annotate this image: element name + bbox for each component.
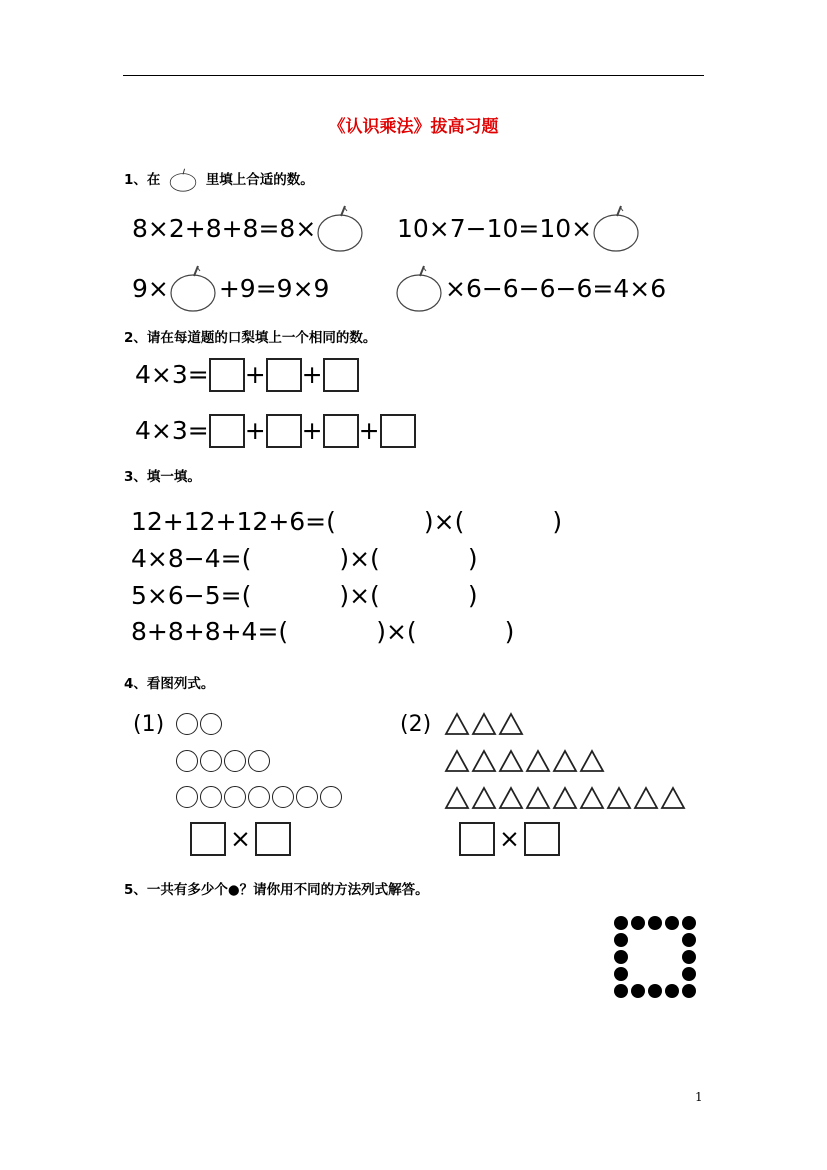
dot [682,950,696,964]
triangle-shape [444,786,470,810]
circle-shape [200,750,222,772]
dot [648,984,662,998]
triangle-shape [525,749,551,773]
dot [665,916,679,930]
q1-prefix: 1、在 [124,172,161,188]
answer-box[interactable] [323,358,359,392]
q1-suffix: 里填上合适的数。 [205,172,314,188]
triangle-shape [552,786,578,810]
q4-part-1-label: (1) [133,712,165,737]
dot [682,967,696,981]
dot [614,916,628,930]
answer-box[interactable] [459,822,495,856]
dot [614,950,628,964]
q4-part-2-answer: × [459,822,560,856]
triangle-shape [606,786,632,810]
dot [682,984,696,998]
q4-part-1-answer: × [190,822,291,856]
q1-equation-a: 8×2+8+8=8× [132,205,366,253]
circle-shape [224,750,246,772]
question-3-label: 3、填一填。 [124,469,201,485]
triangle-shape [633,786,659,810]
q1-equation-c: 9× +9=9×9 [132,265,329,313]
circle-shape [320,786,342,808]
dot [648,916,662,930]
answer-box[interactable] [209,414,245,448]
triangle-shape [471,749,497,773]
page-number: 1 [695,1090,703,1104]
circle-shape [200,786,222,808]
dot [614,984,628,998]
dot [665,984,679,998]
dot [682,933,696,947]
answer-box[interactable] [380,414,416,448]
circle-shape [272,786,294,808]
circle-shape [248,786,270,808]
q1-equation-d: ×6−6−6−6=4×6 [395,265,666,313]
triangle-row-3 [444,786,687,810]
question-4-label: 4、看图列式。 [124,676,215,692]
dot [614,967,628,981]
q3-row-2: 4×8−4=( )×( ) [131,544,478,573]
header-rule [123,75,704,76]
triangle-row-2 [444,749,606,773]
triangle-shape [444,749,470,773]
apple-blank-icon[interactable] [592,205,642,253]
page-title: 《认识乘法》拔高习题 [328,117,499,137]
circle-shape [200,713,222,735]
triangle-shape [498,786,524,810]
answer-box[interactable] [255,822,291,856]
q1-equation-b: 10×7−10=10× [397,205,642,253]
triangle-shape [471,712,497,736]
apple-blank-icon[interactable] [395,265,445,313]
circle-row-2 [176,750,272,772]
circle-shape [176,750,198,772]
triangle-shape [552,749,578,773]
triangle-shape [579,786,605,810]
answer-box[interactable] [524,822,560,856]
circle-shape [176,786,198,808]
q2-equation-1: 4×3= + + [135,358,359,392]
circle-row-3 [176,786,344,808]
triangle-shape [444,712,470,736]
circle-shape [296,786,318,808]
triangle-shape [471,786,497,810]
answer-box[interactable] [190,822,226,856]
question-1-label [124,168,314,192]
dot [631,984,645,998]
q3-row-1: 12+12+12+6=( )×( ) [131,507,563,536]
apple-blank-icon[interactable] [169,265,219,313]
dot [614,933,628,947]
triangle-row-1 [444,712,525,736]
triangle-shape [498,712,524,736]
question-5-label: 5、一共有多少个●？请你用不同的方法列式解答。 [124,882,429,898]
q3-row-3: 5×6−5=( )×( ) [131,581,478,610]
q4-part-2-label: (2) [400,712,432,737]
dot [631,916,645,930]
triangle-shape [525,786,551,810]
dot-square-figure [614,916,696,998]
apple-icon [165,168,201,192]
answer-box[interactable] [266,358,302,392]
apple-blank-icon[interactable] [316,205,366,253]
circle-row-1 [176,713,224,735]
triangle-shape [660,786,686,810]
question-2-label: 2、请在每道题的口梨填上一个相同的数。 [124,330,377,346]
q3-row-4: 8+8+8+4=( )×( ) [131,617,515,646]
triangle-shape [579,749,605,773]
answer-box[interactable] [209,358,245,392]
dot [682,916,696,930]
circle-shape [248,750,270,772]
answer-box[interactable] [266,414,302,448]
circle-shape [176,713,198,735]
q2-equation-2: 4×3= + + + [135,414,416,448]
answer-box[interactable] [323,414,359,448]
triangle-shape [498,749,524,773]
circle-shape [224,786,246,808]
